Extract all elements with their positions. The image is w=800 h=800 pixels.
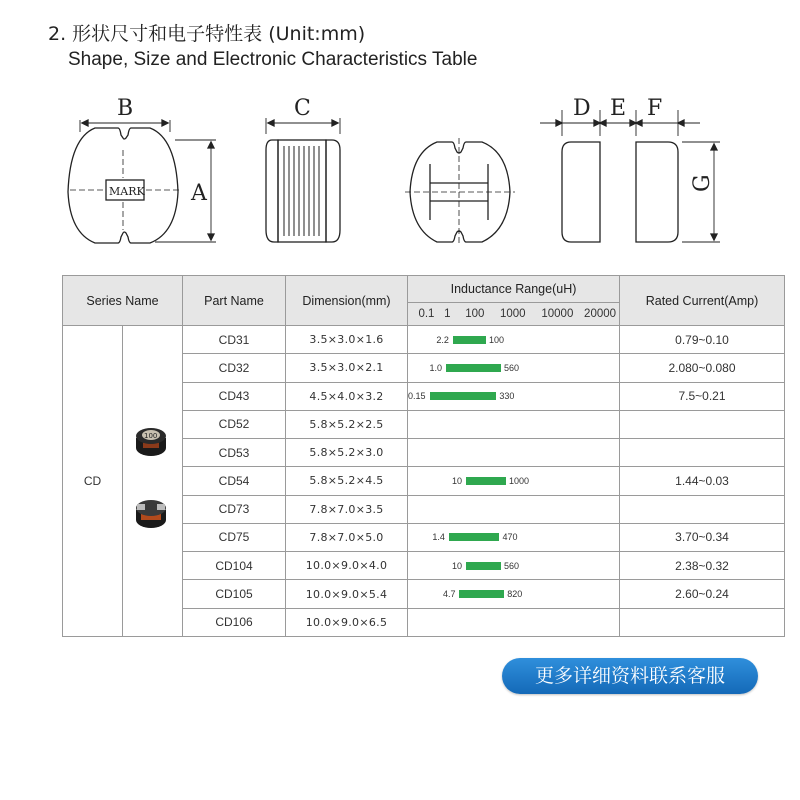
- inductance-range-cell: [408, 439, 620, 467]
- scale-tick-label: 1000: [499, 308, 526, 320]
- inductance-max-label: 560: [503, 362, 519, 373]
- series-name-cell: CD: [63, 326, 123, 637]
- inductance-min-label: 10: [451, 475, 462, 486]
- dimension-cell: 10.0×9.0×5.4: [286, 580, 408, 608]
- inductance-range-cell: [408, 467, 620, 495]
- inductance-range-cell: [408, 354, 620, 382]
- inductance-range-cell: [408, 523, 620, 551]
- mark-label: MARK: [109, 185, 145, 198]
- bottom-view-drawing: [405, 138, 515, 246]
- section-heading: [48, 22, 477, 72]
- label-d: D: [573, 96, 591, 121]
- inductance-min-label: 1.4: [432, 532, 445, 543]
- table-row: [63, 326, 785, 354]
- inductance-range-cell: [408, 552, 620, 580]
- inductance-scale: [408, 303, 620, 326]
- part-name-cell: CD32: [183, 354, 286, 382]
- label-b: B: [117, 96, 134, 121]
- scale-tick-label: 1: [444, 308, 451, 320]
- inductance-range-cell: [408, 382, 620, 410]
- dimension-drawings: [0, 90, 800, 260]
- inductance-range-bar: [459, 590, 504, 598]
- inductance-range-cell: [408, 410, 620, 438]
- inductance-max-label: 820: [507, 589, 523, 600]
- part-name-cell: CD43: [183, 382, 286, 410]
- inductance-max-label: 1000: [509, 475, 530, 486]
- inductance-range-bar: [430, 392, 497, 400]
- inductance-min-label: 10: [451, 560, 462, 571]
- inductance-min-label: 1.0: [429, 362, 442, 373]
- label-g: G: [690, 174, 715, 192]
- header-series-name: Series Name: [63, 276, 183, 326]
- rated-current-cell: 3.70~0.34: [620, 523, 785, 551]
- part-name-cell: CD104: [183, 552, 286, 580]
- spec-table: [62, 275, 785, 637]
- rated-current-cell: [620, 608, 785, 636]
- header-part-name: Part Name: [183, 276, 286, 326]
- inductance-range-cell: [408, 326, 620, 354]
- inductance-max-label: 330: [499, 391, 515, 402]
- inductance-range-bar: [466, 562, 501, 570]
- rated-current-cell: [620, 410, 785, 438]
- rated-current-cell: 2.080~0.080: [620, 354, 785, 382]
- scale-tick-label: 10000: [541, 308, 574, 320]
- dimension-cell: 3.5×3.0×1.6: [286, 326, 408, 354]
- dimension-cell: 3.5×3.0×2.1: [286, 354, 408, 382]
- header-dimension: Dimension(mm): [286, 276, 408, 326]
- inductance-range-bar: [449, 533, 500, 541]
- inductance-range-bar: [446, 364, 501, 372]
- rated-current-cell: 2.38~0.32: [620, 552, 785, 580]
- component-photos-cell: [123, 326, 183, 637]
- dimension-cell: 7.8×7.0×5.0: [286, 523, 408, 551]
- inductance-range-bar: [453, 336, 486, 344]
- inductance-min-label: 2.2: [436, 334, 449, 345]
- rated-current-cell: 2.60~0.24: [620, 580, 785, 608]
- rated-current-cell: [620, 495, 785, 523]
- label-c: C: [294, 96, 311, 121]
- side-view-drawing: [266, 118, 340, 242]
- dimension-cell: 5.8×5.2×4.5: [286, 467, 408, 495]
- inductance-max-label: 560: [503, 560, 519, 571]
- inductance-range-cell: [408, 495, 620, 523]
- label-a: A: [191, 181, 207, 206]
- dimension-cell: 10.0×9.0×4.0: [286, 552, 408, 580]
- rated-current-cell: 0.79~0.10: [620, 326, 785, 354]
- label-f: F: [647, 96, 663, 121]
- rated-current-cell: 7.5~0.21: [620, 382, 785, 410]
- part-name-cell: CD54: [183, 467, 286, 495]
- inductance-max-label: 470: [502, 532, 518, 543]
- part-name-cell: CD106: [183, 608, 286, 636]
- part-name-cell: CD31: [183, 326, 286, 354]
- scale-tick-label: 100: [465, 308, 485, 320]
- label-e: E: [610, 96, 627, 121]
- scale-tick-label: 20000: [584, 308, 617, 320]
- inductance-min-label: 0.15: [408, 391, 426, 402]
- contact-support-button[interactable]: 更多详细资料联系客服: [502, 658, 758, 694]
- part-name-cell: CD73: [183, 495, 286, 523]
- inductor-photo-bottom: [136, 500, 166, 528]
- heading-line-english: Shape, Size and Electronic Characteristics Table: [68, 49, 478, 70]
- dimension-cell: 5.8×5.2×3.0: [286, 439, 408, 467]
- inductance-min-label: 4.7: [442, 589, 456, 600]
- dimension-cell: 10.0×9.0×6.5: [286, 608, 408, 636]
- part-name-cell: CD52: [183, 410, 286, 438]
- part-name-cell: CD75: [183, 523, 286, 551]
- photo-marking: 100: [144, 431, 158, 440]
- header-inductance: Inductance Range(uH): [408, 276, 620, 303]
- inductance-max-label: 100: [489, 334, 505, 345]
- drawings-svg: [0, 90, 800, 260]
- dimension-cell: 4.5×4.0×3.2: [286, 382, 408, 410]
- dimension-cell: 5.8×5.2×2.5: [286, 410, 408, 438]
- scale-tick-label: 0.1: [418, 308, 435, 320]
- rated-current-cell: 1.44~0.03: [620, 467, 785, 495]
- dimension-cell: 7.8×7.0×3.5: [286, 495, 408, 523]
- component-photos: [123, 330, 183, 630]
- header-rated-current: Rated Current(Amp): [620, 276, 785, 326]
- rated-current-cell: [620, 439, 785, 467]
- part-name-cell: CD105: [183, 580, 286, 608]
- inductance-range-bar: [466, 477, 506, 485]
- heading-line-chinese: 2. 形状尺寸和电子特性表 (Unit:mm): [48, 23, 366, 45]
- inductance-range-cell: [408, 608, 620, 636]
- inductor-photo-top: [136, 428, 166, 456]
- part-name-cell: CD53: [183, 439, 286, 467]
- inductance-range-cell: [408, 580, 620, 608]
